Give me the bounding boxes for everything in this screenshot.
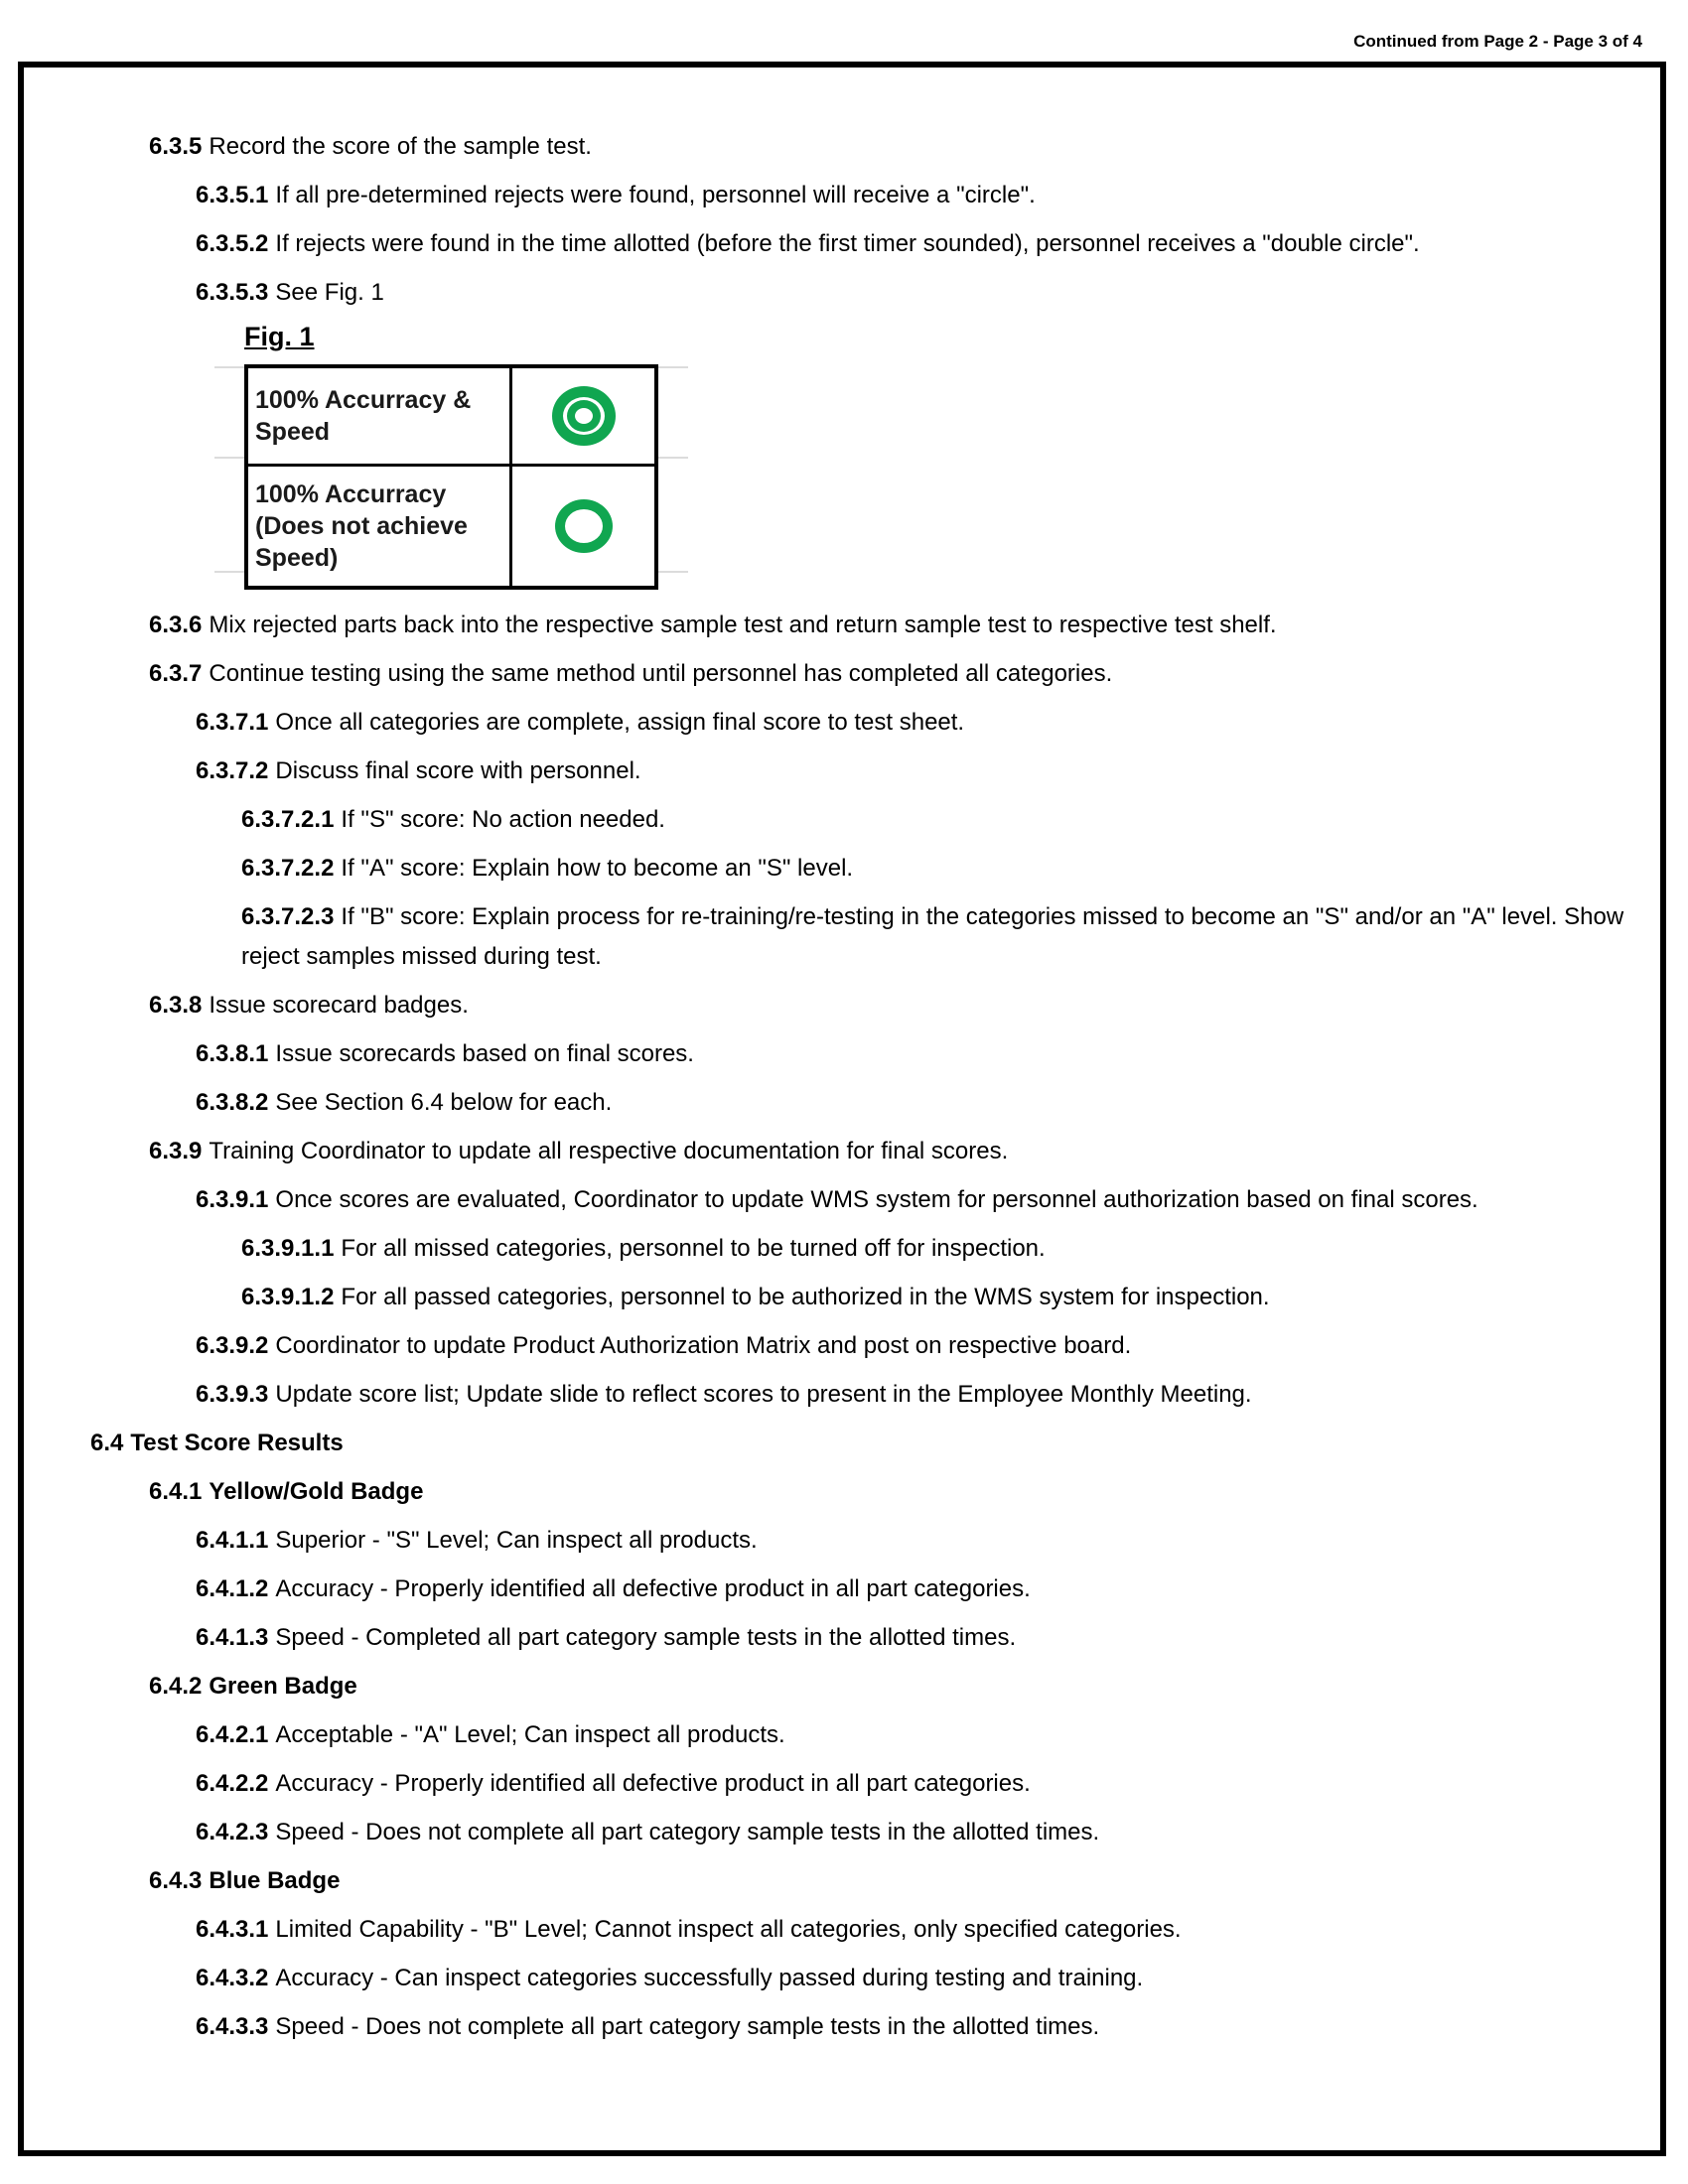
figure-table-wrapper [244,364,658,590]
clause-number: 6.4.3.2 [196,1965,269,1991]
clause-6-3-5-2 [196,224,1646,264]
page-border-frame [18,62,1666,2156]
clause-6-3-7-2-3 [241,897,1646,977]
clause-number: 6.4.1.1 [196,1527,269,1554]
clause-number: 6.4.2 [149,1673,203,1700]
clause-number: 6.3.9.2 [196,1332,269,1359]
clause-6-4-1-1 [196,1521,1646,1561]
clause-6-4-3-3 [196,2007,1646,2047]
clause-number: 6.3.8 [149,992,203,1019]
clause-6-3-8 [149,986,1646,1025]
clause-number: 6.3.7.2.2 [241,855,335,882]
score-label-cell: 100% Accurracy (Does not achieve Speed) [246,466,511,589]
score-symbol-table [244,364,658,590]
clause-text: If all pre-determined rejects were found, personnel will receive a "circle". [275,182,1036,208]
clause-text: Issue scorecards based on final scores. [275,1040,694,1067]
clause-text: For all passed categories, personnel to be authorized in the WMS system for inspection. [341,1284,1270,1310]
clause-text: Limited Capability - "B" Level; Cannot inspect all categories, only specified categories. [275,1916,1182,1943]
clause-6-3-7-1 [196,703,1646,743]
clause-number: 6.4.1.2 [196,1575,269,1602]
clause-text: For all missed categories, personnel to be turned off for inspection. [341,1235,1046,1262]
clause-6-4-3 [149,1861,1646,1901]
clause-6-3-9-1 [196,1180,1646,1220]
clause-text: Speed - Does not complete all part category sample tests in the allotted times. [275,1819,1100,1845]
clause-number: 6.3.8.2 [196,1089,269,1116]
clause-6-3-6 [149,606,1646,645]
clause-number: 6.3.5.1 [196,182,269,208]
clause-6-4-3-2 [196,1959,1646,1998]
clause-text: See Section 6.4 below for each. [275,1089,613,1116]
clause-6-3-7 [149,654,1646,694]
clause-text: Update score list; Update slide to reflect scores to present in the Employee Monthly Meeting. [275,1381,1252,1408]
clause-text: Discuss final score with personnel. [275,757,641,784]
clause-text: Issue scorecard badges. [209,992,469,1019]
clause-6-3-7-2 [196,751,1646,791]
clause-6-4-2-1 [196,1715,1646,1755]
figure-label: Fig. 1 [244,322,315,351]
procedure-list-bottom [24,606,1660,2047]
clause-number: 6.4.2.2 [196,1770,269,1797]
clause-number: 6.3.5 [149,133,203,160]
clause-text: Speed - Does not complete all part category sample tests in the allotted times. [275,2013,1100,2040]
clause-6-3-8-2 [196,1083,1646,1123]
clause-number: 6.3.6 [149,612,203,638]
clause-6-4-2-3 [196,1813,1646,1852]
score-label-cell: 100% Accurracy & Speed [246,366,511,466]
clause-number: 6.3.8.1 [196,1040,269,1067]
clause-6-3-9-1-1 [241,1229,1646,1269]
clause-text: Accuracy - Properly identified all defective product in all part categories. [275,1770,1031,1797]
clause-text: Once all categories are complete, assign final score to test sheet. [275,709,965,736]
clause-6-3-7-2-2 [241,849,1646,888]
clause-6-4-1-2 [196,1570,1646,1609]
clause-text: Record the score of the sample test. [209,133,592,160]
clause-number: 6.3.9.1 [196,1186,269,1213]
clause-text: Coordinator to update Product Authorization Matrix and post on respective board. [275,1332,1132,1359]
clause-number: 6.3.9 [149,1138,203,1164]
procedure-list-top [24,127,1660,313]
clause-text: Continue testing using the same method until personnel has completed all categories. [209,660,1113,687]
clause-text: If "B" score: Explain process for re-training/re-testing in the categories missed to become an "S" and/or an "A" level. Show reject samples missed during test. [241,903,1624,970]
clause-number: 6.4.1 [149,1478,203,1505]
clause-number: 6.4.3.1 [196,1916,269,1943]
clause-text: Accuracy - Can inspect categories successfully passed during testing and training. [275,1965,1144,1991]
score-icon-cell [511,466,657,589]
clause-text: Green Badge [209,1673,357,1700]
clause-6-4-1-3 [196,1618,1646,1658]
clause-text: Accuracy - Properly identified all defective product in all part categories. [275,1575,1031,1602]
clause-6-3-9-1-2 [241,1278,1646,1317]
clause-number: 6.4.2.3 [196,1819,269,1845]
clause-6-3-9 [149,1132,1646,1171]
single-circle-icon [555,499,613,553]
double-circle-icon [552,386,616,446]
clause-6-3-5 [149,127,1646,167]
clause-text: Superior - "S" Level; Can inspect all products. [275,1527,758,1554]
clause-text: Once scores are evaluated, Coordinator to update WMS system for personnel authorization based on final scores. [275,1186,1478,1213]
double-circle-inner-ring [567,400,601,432]
clause-text: Yellow/Gold Badge [209,1478,424,1505]
clause-text: Mix rejected parts back into the respective sample test and return sample test to respective test shelf. [209,612,1277,638]
clause-number: 6.3.5.2 [196,230,269,257]
clause-6-3-8-1 [196,1034,1646,1074]
clause-text: Training Coordinator to update all respective documentation for final scores. [209,1138,1009,1164]
clause-text: If "A" score: Explain how to become an "S" level. [341,855,854,882]
clause-number: 6.3.7.2 [196,757,269,784]
clause-6-3-7-2-1 [241,800,1646,840]
clause-number: 6.4.3.3 [196,2013,269,2040]
page-continuation-header: Continued from Page 2 - Page 3 of 4 [1353,32,1642,51]
clause-number: 6.3.7.1 [196,709,269,736]
table-row-accuracy-speed [246,366,656,466]
clause-number: 6.4.3 [149,1867,203,1894]
figure-1-block [244,322,658,590]
clause-6-4-3-1 [196,1910,1646,1950]
clause-6-3-9-2 [196,1326,1646,1366]
clause-6-4 [90,1424,1646,1463]
clause-text: Speed - Completed all part category sample tests in the allotted times. [275,1624,1017,1651]
clause-number: 6.3.9.3 [196,1381,269,1408]
clause-text: Test Score Results [130,1430,344,1456]
clause-text: If "S" score: No action needed. [341,806,665,833]
clause-number: 6.3.7.2.1 [241,806,335,833]
clause-6-3-5-3 [196,273,1646,313]
clause-text: Acceptable - "A" Level; Can inspect all products. [275,1721,785,1748]
clause-number: 6.3.5.3 [196,279,269,306]
clause-number: 6.4 [90,1430,124,1456]
clause-text: See Fig. 1 [275,279,384,306]
clause-6-4-2-2 [196,1764,1646,1804]
clause-6-3-5-1 [196,176,1646,215]
clause-number: 6.4.2.1 [196,1721,269,1748]
clause-number: 6.3.7 [149,660,203,687]
clause-number: 6.3.7.2.3 [241,903,335,930]
clause-6-4-1 [149,1472,1646,1512]
score-icon-cell [511,366,657,466]
clause-number: 6.3.9.1.1 [241,1235,335,1262]
table-row-accuracy-only [246,466,656,589]
clause-text: Blue Badge [209,1867,341,1894]
clause-number: 6.4.1.3 [196,1624,269,1651]
clause-number: 6.3.9.1.2 [241,1284,335,1310]
clause-6-4-2 [149,1667,1646,1706]
clause-text: If rejects were found in the time allotted (before the first timer sounded), personnel receives a "double circle". [275,230,1420,257]
clause-6-3-9-3 [196,1375,1646,1415]
